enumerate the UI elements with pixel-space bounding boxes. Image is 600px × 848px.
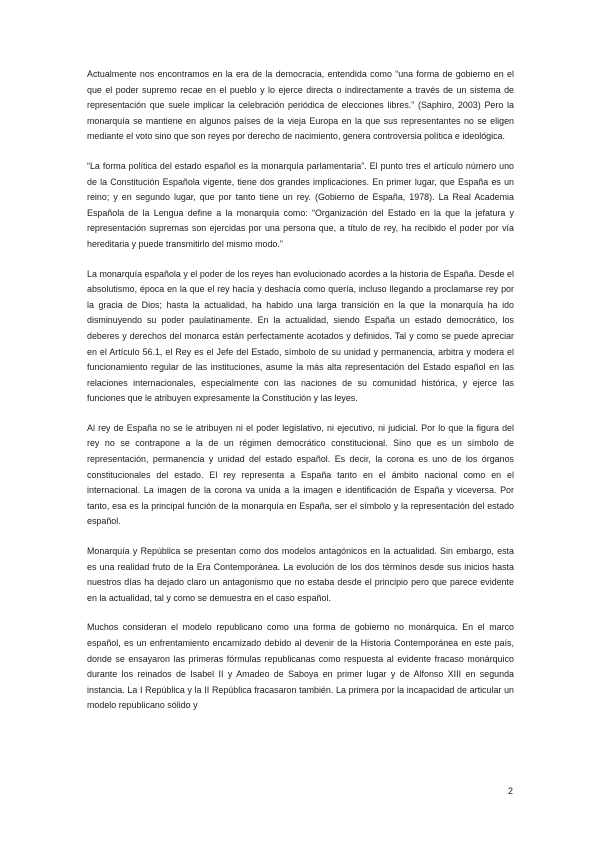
paragraph-constitution: “La forma política del estado español es la monarquía parlamentaria”. El punto tres el artículo número uno de la Constitución Española vigente, tiene dos grandes implicaciones. En primer lugar, que España es un reino; y en segundo lugar, que por tanto tiene un rey. (Gobierno de España, 1978). La Real Academia Española de la Lengua define a la monarquía como: “Organización del Estado en la que la jefatura y representación supremas son ejercidas por una persona que, a título de rey, ha recibido el poder por vía hereditaria y puede transmitirlo del mismo modo.” (87, 160, 514, 249)
paragraph-monarchy-republic: Monarquía y República se presentan como dos modelos antagónicos en la actualidad. Sin embargo, esta es una realidad fruto de la Era Contemporánea. La evolución de los dos términos desde sus inicios hasta nuestros días ha dejado claro un antagonismo que no estaba desde el principio pero que parece evidente en la actualidad, tal y como se demuestra en el caso español. (87, 546, 514, 603)
paragraph-evolution: La monarquía española y el poder de los reyes han evolucionado acordes a la historia de España. Desde el absolutismo, época en la que el rey hacía y deshacía como quería, incluso llegando a proclamarse rey por la gracia de Dios; hasta la actualidad, ha habido una larga transición en la que la monarquía ha ido disminuyendo su poder paulatinamente. En la actualidad, siendo España un estado democrático, los deberes y derechos del monarca están perfectamente acotados y definidos. Tal y como se puede apreciar en el Artículo 56.1, el Rey es el Jefe del Estado, símbolo de su unidad y permanencia, arbitra y modera el funcionamiento regular de las instituciones, asume la más alta representación del Estado español en las relaciones internacionales, especialmente con las naciones de su comunidad histórica, y ejerce las funciones que le atribuyen expresamente la Constitución y las leyes. (87, 268, 514, 404)
paragraph-democracy: Actualmente nos encontramos en la era de la democracia, entendida como “una forma de gobierno en el que el poder supremo recae en el pueblo y lo ejerce directa o indirectamente a través de un sistema de representación que suele implicar la celebración periódica de elecciones libres.” (Saphiro, 2003) Pero la monarquía se mantiene en algunos países de la vieja Europa en la que sus representantes no se eligen mediante el voto sino que son reyes por derecho de nacimiento, genera controversia política e ideológica. (87, 69, 514, 142)
page-number: 2 (508, 786, 514, 796)
page-body (87, 67, 514, 728)
paragraph-king-powers: Al rey de España no se le atribuyen ni el poder legislativo, ni ejecutivo, ni judicial. Por lo que la figura del rey no se contrapone a la de un régimen democrático constitucional. Sino que es un símbolo de representación, permanencia y unidad del estado español. Es decir, la corona es uno de los órganos constitucionales del estado. El rey representa a España tanto en el ámbito nacional como en el internacional. La imagen de la corona va unida a la imagen e identificación de España y viceversa. Por tanto, esa es la principal función de la monarquía en España, ser el símbolo y la representación del estado español. (87, 422, 514, 527)
paragraph-republican-model: Muchos consideran el modelo republicano como una forma de gobierno no monárquica. En el marco español, es un enfrentamiento encarnizado debido al devenir de la Historia Contemporánea en este país, donde se ensayaron las primeras fórmulas republicanas como respuesta al evidente fracaso monárquico durante los reinados de Isabel II y Amadeo de Saboya en primer lugar y de Alfonso XIII en segunda instancia. La I República y la II República fracasaron también. La primera por la incapacidad de articular un modelo republicano sólido y (87, 622, 514, 711)
